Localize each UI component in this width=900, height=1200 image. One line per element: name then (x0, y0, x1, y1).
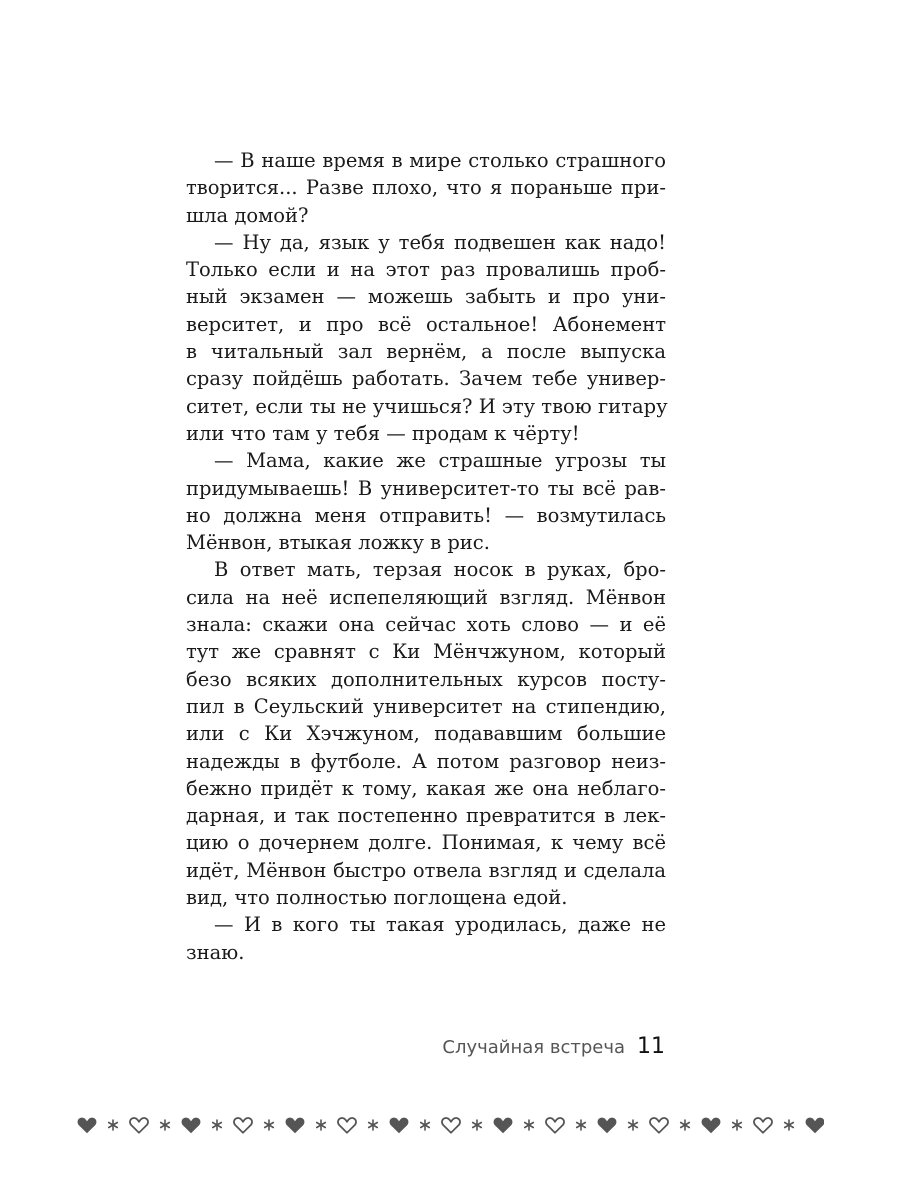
page-number: 11 (637, 1034, 665, 1059)
text-line: идёт, Мёнвон быстро отвела взгляд и сделала (186, 858, 666, 882)
heart-outline-icon (336, 1114, 358, 1136)
star-icon (106, 1115, 120, 1134)
text-line: цию о дочернем долге. Понимая, к чему всё (186, 831, 666, 855)
text-line: пил в Сеульский университет на стипендию, (186, 694, 666, 718)
text-line: но должна меня отправить! — возмутилась (186, 503, 666, 527)
heart-filled-icon (492, 1114, 514, 1136)
text-line: безо всяких дополнительных курсов посту- (186, 667, 666, 691)
text-line: придумываешь! В университет-то ты всё рав- (186, 476, 666, 500)
text-line: — И в кого ты такая уродилась, даже не (214, 913, 666, 937)
text-line: тут же сравнят с Ки Мёнчжуном, который (186, 640, 666, 664)
text-line: верситет, и про всё остальное! Абонемент (186, 312, 666, 336)
text-line: творится... Разве плохо, что я пораньше при- (186, 176, 666, 200)
text-line: бежно придёт к тому, какая же она неблаго- (186, 776, 666, 800)
text-line: сразу пойдёшь работать. Зачем тебе универ- (186, 367, 666, 391)
star-icon (522, 1115, 536, 1134)
heart-filled-icon (596, 1114, 618, 1136)
text-line: или с Ки Хэчжуном, подававшим большие (186, 722, 666, 746)
text-line: в читальный зал вернём, а после выпуска (186, 340, 666, 364)
star-icon (418, 1115, 432, 1134)
text-line: Мёнвон, втыкая ложку в рис. (186, 531, 490, 555)
heart-outline-icon (128, 1114, 150, 1136)
text-line: ный экзамен — можешь забыть и про уни- (186, 285, 666, 309)
text-line: ситет, если ты не учишься? И эту твою гитару (186, 394, 668, 418)
decorative-border (74, 1114, 824, 1142)
heart-outline-icon (232, 1114, 254, 1136)
text-line: Только если и на этот раз провалишь проб- (186, 258, 666, 282)
heart-filled-icon (284, 1114, 306, 1136)
heart-outline-icon (440, 1114, 462, 1136)
heart-filled-icon (180, 1114, 202, 1136)
star-icon (470, 1115, 484, 1134)
star-icon (158, 1115, 172, 1134)
text-line: знала: скажи она сейчас хоть слово — и её (186, 613, 666, 637)
heart-outline-icon (648, 1114, 670, 1136)
heart-filled-icon (76, 1114, 98, 1136)
star-icon (210, 1115, 224, 1134)
text-line: дарная, и так постепенно превратится в лек- (186, 804, 666, 828)
text-line: вид, что полностью поглощена едой. (186, 886, 568, 910)
star-icon (366, 1115, 380, 1134)
star-icon (574, 1115, 588, 1134)
heart-filled-icon (700, 1114, 722, 1136)
text-line: сила на неё испепеляющий взгляд. Мёнвон (186, 585, 666, 609)
text-line: — Ну да, язык у тебя подвешен как надо! (214, 230, 666, 254)
text-line: — Мама, какие же страшные угрозы ты (214, 449, 666, 473)
text-line: шла домой? (186, 203, 309, 227)
heart-outline-icon (544, 1114, 566, 1136)
text-line: надежды в футболе. А потом разговор неиз- (186, 749, 666, 773)
page-footer (0, 1034, 665, 1059)
text-line: — В наше время в мире столько страшного (214, 149, 666, 172)
star-icon (730, 1115, 744, 1134)
heart-outline-icon (752, 1114, 774, 1136)
running-title: Случайная встреча (442, 1037, 625, 1058)
star-icon (262, 1115, 276, 1134)
text-line: или что там у тебя — продам к чёрту! (186, 421, 580, 445)
body-text (186, 147, 666, 966)
star-icon (782, 1115, 796, 1134)
star-icon (678, 1115, 692, 1134)
text-line: знаю. (186, 940, 245, 964)
text-line: В ответ мать, терзая носок в руках, бро- (214, 558, 666, 582)
heart-filled-icon (804, 1114, 824, 1136)
star-icon (314, 1115, 328, 1134)
heart-filled-icon (388, 1114, 410, 1136)
star-icon (626, 1115, 640, 1134)
